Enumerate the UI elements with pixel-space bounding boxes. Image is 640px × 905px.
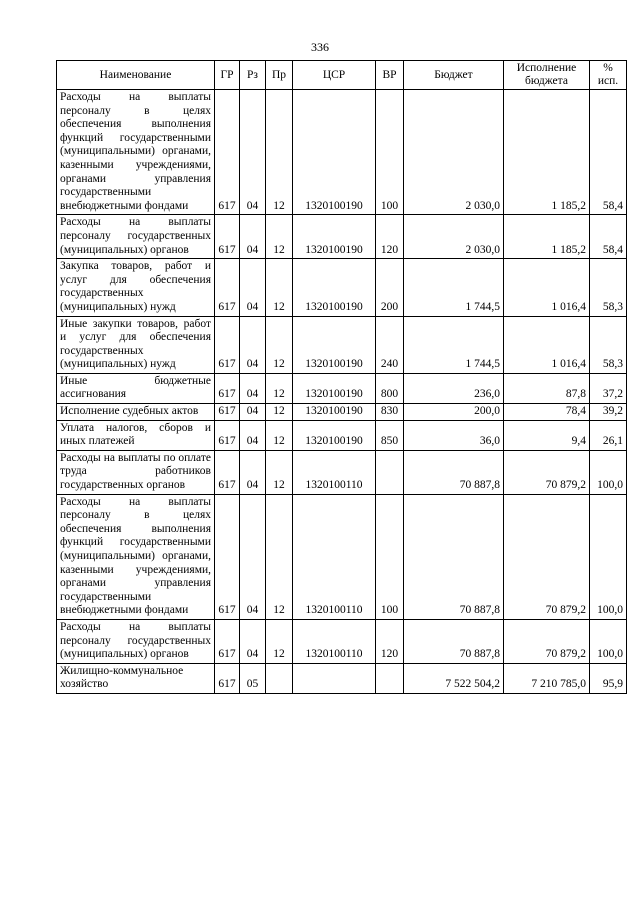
cell-pr: 12 [266,90,293,215]
cell-gr: 617 [215,316,240,373]
header-rz: Рз [240,61,266,90]
cell-csr: 1320100110 [293,494,376,619]
cell-rz: 04 [240,404,266,421]
cell-csr: 1320100110 [293,450,376,494]
cell-gr: 617 [215,450,240,494]
cell-pr: 12 [266,494,293,619]
cell-percent: 100,0 [590,619,627,663]
cell-csr: 1320100190 [293,316,376,373]
cell-rz: 04 [240,373,266,403]
cell-pr: 12 [266,373,293,403]
cell-vr: 240 [376,316,404,373]
cell-csr: 1320100190 [293,420,376,450]
table-row [57,316,627,373]
cell-vr: 850 [376,420,404,450]
cell-csr [293,663,376,693]
header-vr: ВР [376,61,404,90]
cell-execution: 1 185,2 [504,90,590,215]
cell-name: Закупка товаров, работ и услуг для обеспечения государственных (муниципальных) нужд [57,259,215,316]
cell-gr: 617 [215,494,240,619]
cell-execution: 1 016,4 [504,316,590,373]
cell-execution: 1 016,4 [504,259,590,316]
cell-percent: 58,4 [590,215,627,259]
cell-gr: 617 [215,404,240,421]
header-name: Наименование [57,61,215,90]
budget-table [56,60,627,694]
cell-gr: 617 [215,619,240,663]
table-row [57,663,627,693]
cell-gr: 617 [215,215,240,259]
cell-percent: 58,3 [590,316,627,373]
cell-vr: 100 [376,90,404,215]
cell-vr: 830 [376,404,404,421]
cell-name: Иные закупки товаров, работ и услуг для обеспечения государственных (муниципальных) нужд [57,316,215,373]
cell-rz: 04 [240,494,266,619]
cell-csr: 1320100190 [293,215,376,259]
page-number: 336 [311,40,329,54]
cell-rz: 04 [240,215,266,259]
cell-percent: 95,9 [590,663,627,693]
cell-name: Расходы на выплаты по оплате труда работников государственных органов [57,450,215,494]
cell-pr [266,663,293,693]
cell-name: Расходы на выплаты персоналу в целях обеспечения выполнения функций государственными (муниципальными) органами, казенными учреждениями, органами управления государственными внебюджетными фондами [57,494,215,619]
cell-gr: 617 [215,663,240,693]
cell-vr: 100 [376,494,404,619]
table-row [57,494,627,619]
cell-percent: 26,1 [590,420,627,450]
cell-rz: 04 [240,90,266,215]
cell-budget: 70 887,8 [404,494,504,619]
cell-vr: 200 [376,259,404,316]
cell-gr: 617 [215,90,240,215]
table-row [57,420,627,450]
cell-vr [376,663,404,693]
header-budget: Бюджет [404,61,504,90]
cell-execution: 70 879,2 [504,494,590,619]
table-row [57,259,627,316]
cell-execution: 87,8 [504,373,590,403]
table-row [57,404,627,421]
cell-gr: 617 [215,373,240,403]
cell-budget: 7 522 504,2 [404,663,504,693]
header-percent: % исп. [590,61,627,90]
cell-execution: 9,4 [504,420,590,450]
table-row [57,90,627,215]
cell-budget: 2 030,0 [404,90,504,215]
cell-rz: 04 [240,420,266,450]
cell-name: Жилищно-коммунальное хозяйство [57,663,215,693]
cell-percent: 100,0 [590,450,627,494]
header-csr: ЦСР [293,61,376,90]
cell-budget: 1 744,5 [404,259,504,316]
cell-pr: 12 [266,404,293,421]
cell-name: Исполнение судебных актов [57,404,215,421]
table-row [57,215,627,259]
cell-name: Иные бюджетные ассигнования [57,373,215,403]
cell-pr: 12 [266,450,293,494]
cell-rz: 04 [240,619,266,663]
cell-gr: 617 [215,420,240,450]
cell-percent: 58,3 [590,259,627,316]
cell-budget: 36,0 [404,420,504,450]
cell-execution: 70 879,2 [504,450,590,494]
cell-vr: 120 [376,619,404,663]
table-row [57,450,627,494]
cell-budget: 2 030,0 [404,215,504,259]
cell-budget: 1 744,5 [404,316,504,373]
cell-pr: 12 [266,259,293,316]
cell-rz: 04 [240,450,266,494]
cell-name: Уплата налогов, сборов и иных платежей [57,420,215,450]
cell-percent: 37,2 [590,373,627,403]
cell-gr: 617 [215,259,240,316]
header-pr: Пр [266,61,293,90]
cell-budget: 236,0 [404,373,504,403]
cell-rz: 04 [240,316,266,373]
table-row [57,373,627,403]
cell-vr: 800 [376,373,404,403]
cell-csr: 1320100190 [293,404,376,421]
cell-budget: 70 887,8 [404,450,504,494]
cell-rz: 04 [240,259,266,316]
cell-percent: 39,2 [590,404,627,421]
cell-csr: 1320100110 [293,619,376,663]
cell-vr [376,450,404,494]
table-row [57,619,627,663]
cell-budget: 200,0 [404,404,504,421]
cell-execution: 70 879,2 [504,619,590,663]
header-gr: ГР [215,61,240,90]
table-header-row [57,61,627,90]
cell-vr: 120 [376,215,404,259]
cell-pr: 12 [266,619,293,663]
cell-execution: 1 185,2 [504,215,590,259]
cell-budget: 70 887,8 [404,619,504,663]
cell-pr: 12 [266,215,293,259]
cell-name: Расходы на выплаты персоналу государственных (муниципальных) органов [57,619,215,663]
cell-rz: 05 [240,663,266,693]
cell-percent: 100,0 [590,494,627,619]
header-execution: Исполнение бюджета [504,61,590,90]
cell-name: Расходы на выплаты персоналу государственных (муниципальных) органов [57,215,215,259]
cell-csr: 1320100190 [293,373,376,403]
cell-name: Расходы на выплаты персоналу в целях обеспечения выполнения функций государственными (муниципальными) органами, казенными учреждениями, органами управления государственными внебюджетными фондами [57,90,215,215]
cell-csr: 1320100190 [293,259,376,316]
cell-execution: 7 210 785,0 [504,663,590,693]
cell-pr: 12 [266,420,293,450]
cell-csr: 1320100190 [293,90,376,215]
cell-execution: 78,4 [504,404,590,421]
cell-pr: 12 [266,316,293,373]
cell-percent: 58,4 [590,90,627,215]
